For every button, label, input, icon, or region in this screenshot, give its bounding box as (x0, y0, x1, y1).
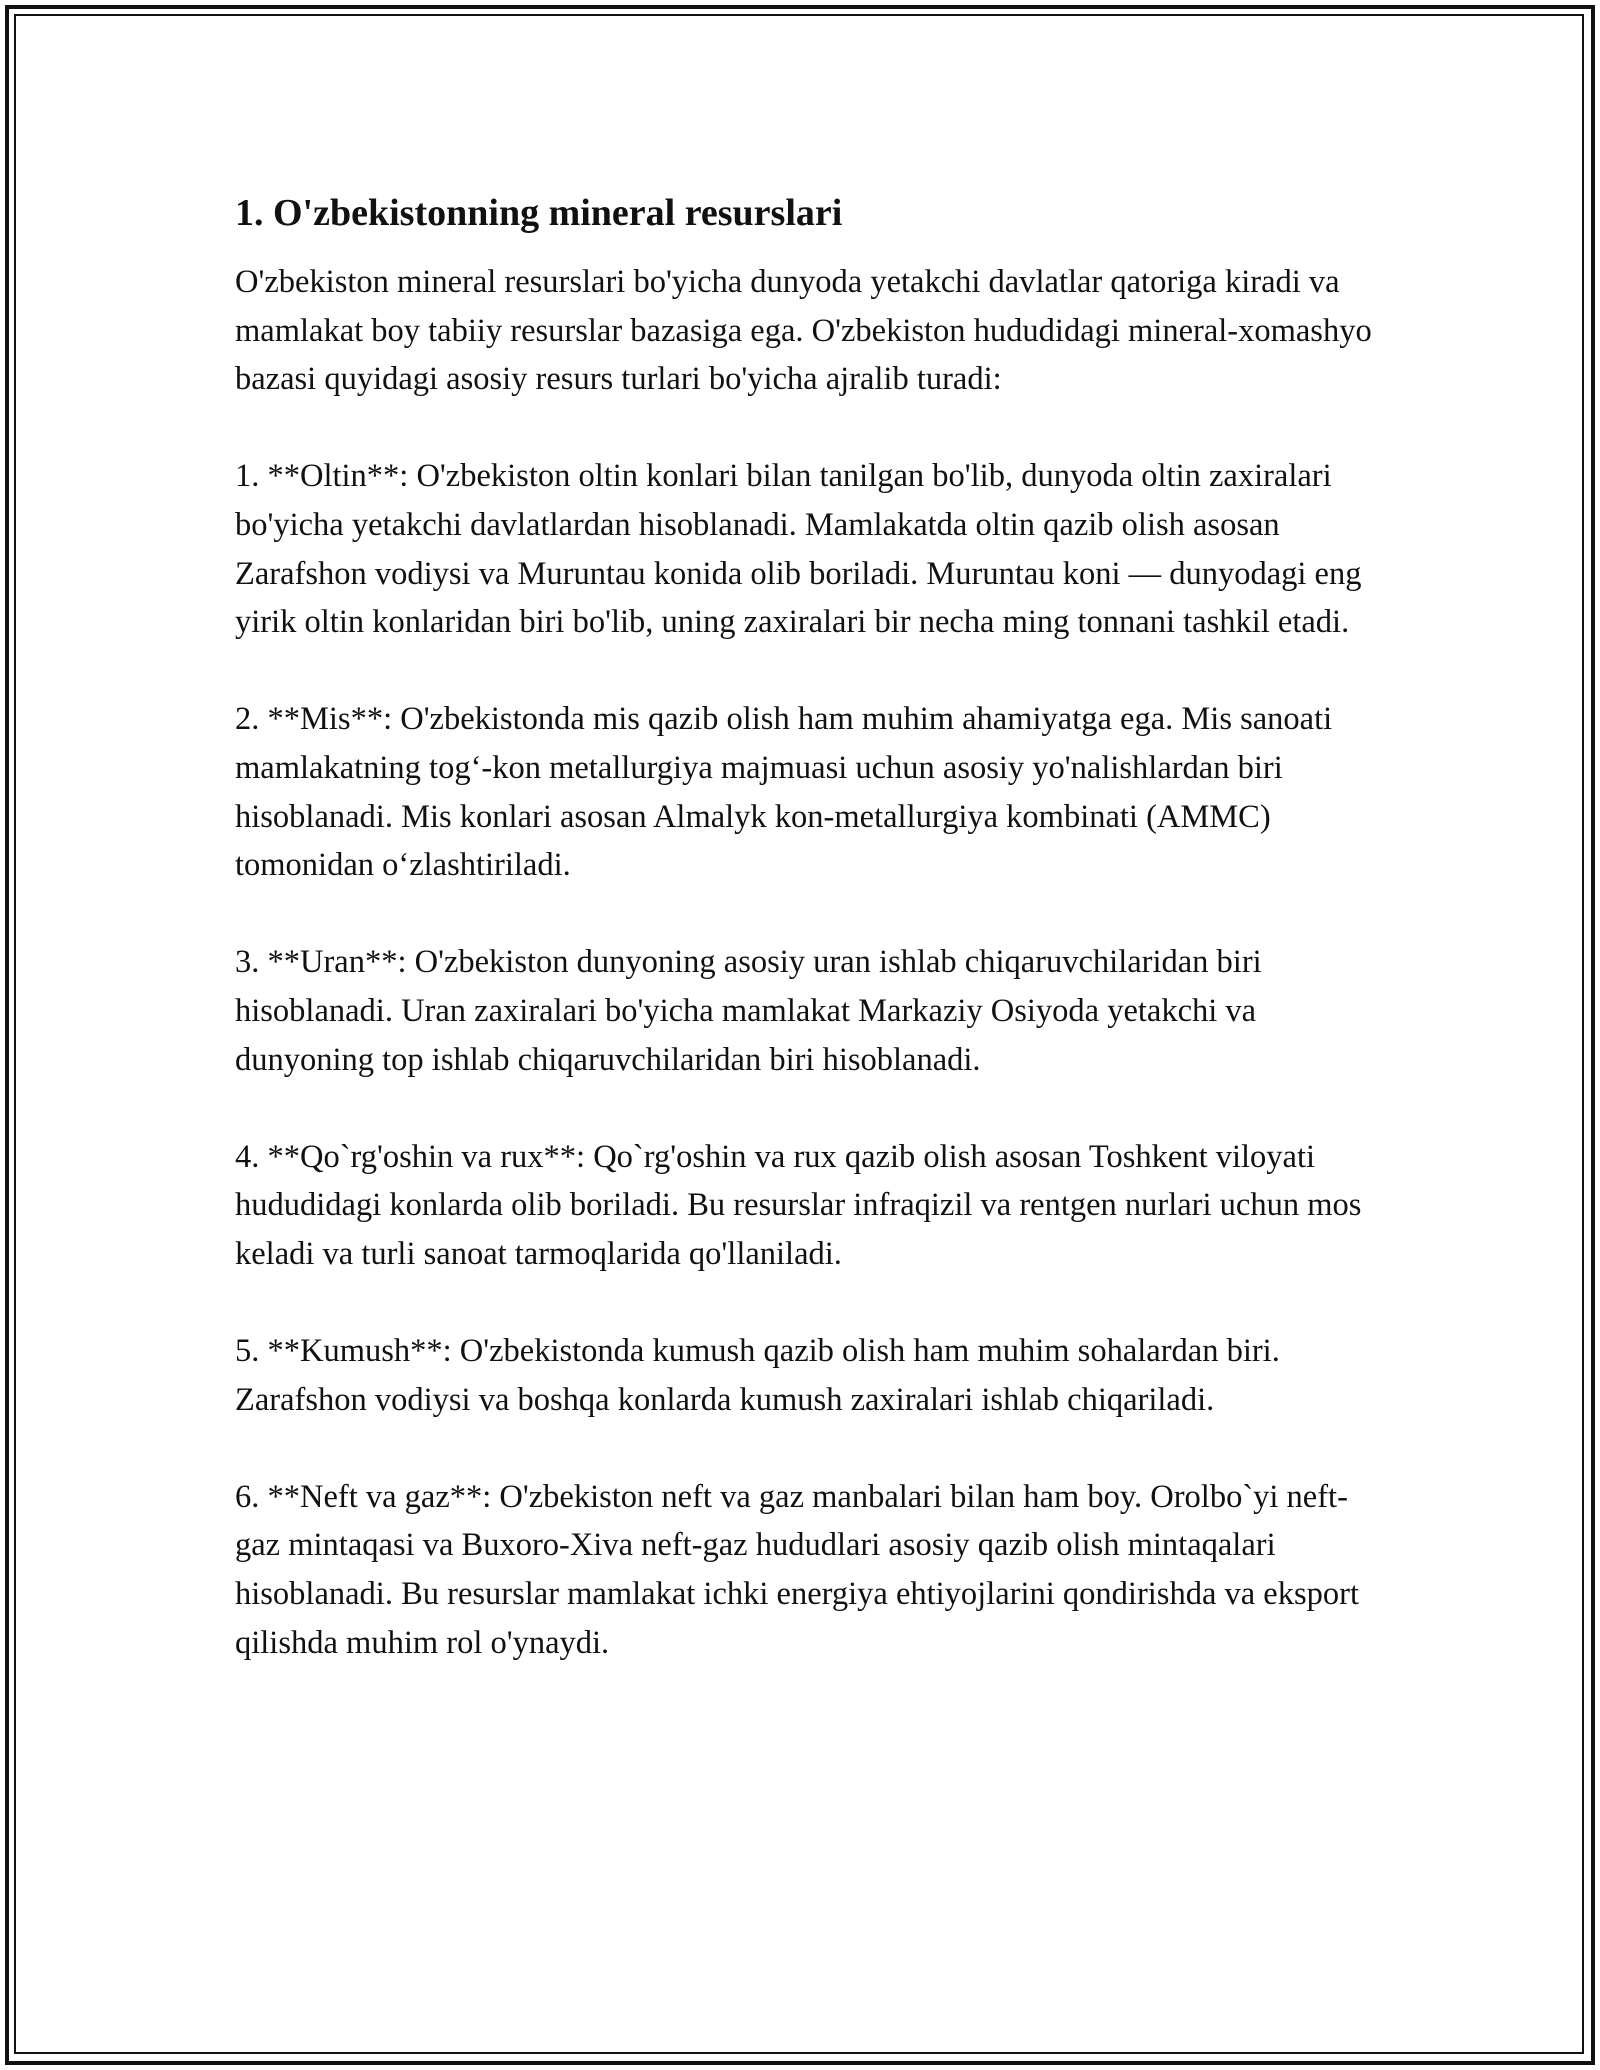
list-item-kumush: 5. **Kumush**: O'zbekistonda kumush qazib olish ham muhim sohalardan biri. Zarafshon vodiysi va boshqa konlarda kumush zaxiralari ishlab chiqariladi. (235, 1333, 1280, 1418)
document-body (235, 188, 1375, 1716)
document-title: 1. O'zbekistonning mineral resurslari (235, 192, 843, 234)
list-item-oltin: 1. **Oltin**: O'zbekiston oltin konlari bilan tanilgan bo'lib, dunyoda oltin zaxiralari bo'yicha yetakchi davlatlardan hisoblanadi. Mamlakatda oltin qazib olish asosan Zarafshon vodiysi va Muruntau konida olib boriladi. Muruntau koni — dunyodagi eng yirik oltin konlaridan biri bo'lib, uning zaxiralari bir necha ming tonnani tashkil etadi. (235, 458, 1362, 641)
list-item-neft-gaz: 6. **Neft va gaz**: O'zbekiston neft va gaz manbalari bilan ham boy. Orolbo`yi neft-gaz mintaqasi va Buxoro-Xiva neft-gaz hududlari asosiy qazib olish mintaqalari hisoblanadi. Bu resurslar mamlakat ichki energiya ehtiyojlarini qondirishda va eksport qilishda muhim rol o'ynaydi. (235, 1478, 1359, 1661)
list-item-mis: 2. **Mis**: O'zbekistonda mis qazib olish ham muhim ahamiyatga ega. Mis sanoati mamlakatning tog‘-kon metallurgiya majmuasi uchun asosiy yo'nalishlardan biri hisoblanadi. Mis konlari asosan Almalyk kon-metallurgiya kombinati (AMMC) tomonidan o‘zlashtiriladi. (235, 701, 1333, 884)
intro-paragraph: O'zbekiston mineral resurslari bo'yicha dunyoda yetakchi davlatlar qatoriga kiradi va mamlakat boy tabiiy resurslar bazasiga ega. O'zbekiston hududidagi mineral-xomashyo bazasi quyidagi asosiy resurs turlari bo'yicha ajralib turadi: (235, 264, 1372, 398)
list-item-uran: 3. **Uran**: O'zbekiston dunyoning asosiy uran ishlab chiqaruvchilaridan biri hisoblanadi. Uran zaxiralari bo'yicha mamlakat Markaziy Osiyoda yetakchi va dunyoning top ishlab chiqaruvchilaridan biri hisoblanadi. (235, 944, 1262, 1078)
list-item-qorgoshin-rux: 4. **Qo`rg'oshin va rux**: Qo`rg'oshin va rux qazib olish asosan Toshkent viloyati hududidagi konlarda olib boriladi. Bu resurslar infraqizil va rentgen nurlari uchun mos keladi va turli sanoat tarmoqlarida qo'llaniladi. (235, 1138, 1362, 1272)
